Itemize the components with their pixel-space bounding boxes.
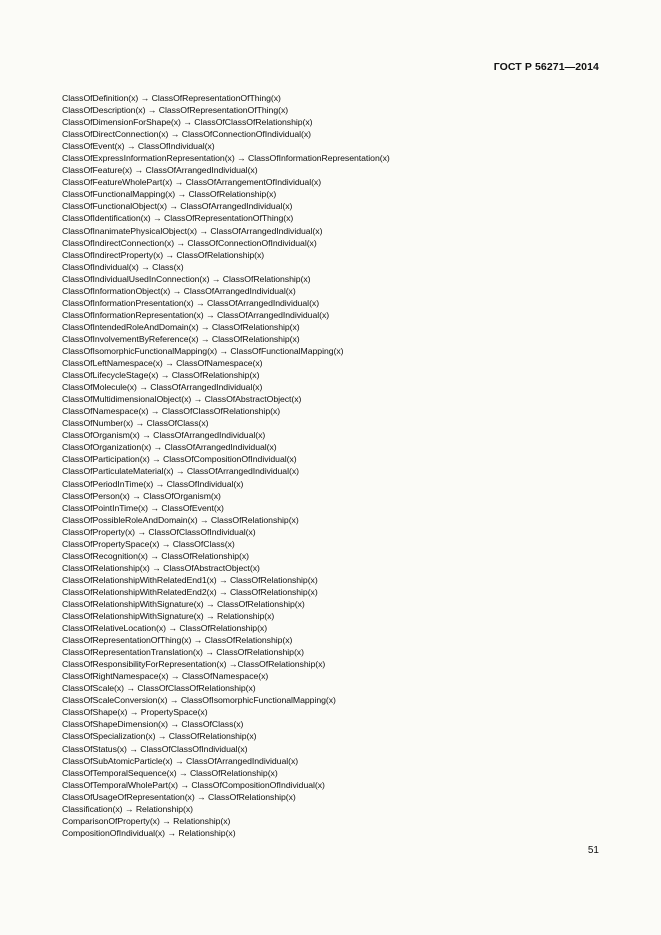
mapping-entry: ClassOfInanimatePhysicalObject(x) → ClassOfArrangedIndividual(x) [62,225,323,236]
mapping-entry: CompositionOfIndividual(x) → Relationship(x) [62,827,236,838]
mapping-entry: ClassOfIdentification(x) → ClassOfRepresentationOfThing(x) [62,213,294,224]
mapping-entry: ClassOfRepresentationOfThing(x) → ClassOfRelationship(x) [62,635,293,646]
mapping-entry: ClassOfInformationObject(x) → ClassOfArrangedIndividual(x) [62,285,296,296]
mapping-entry: ClassOfFunctionalMapping(x) → ClassOfRelationship(x) [62,189,277,200]
mapping-entry: Classification(x) → Relationship(x) [62,803,194,814]
mapping-entry: ClassOfProperty(x) → ClassOfClassOfIndividual(x) [62,526,256,537]
mapping-entry: ClassOfRelativeLocation(x) → ClassOfRelationship(x) [62,623,268,634]
mapping-entry: ClassOfMultidimensionalObject(x) → ClassOfAbstractObject(x) [62,394,302,405]
mapping-entry: ClassOfIsomorphicFunctionalMapping(x) → ClassOfFunctionalMapping(x) [62,345,344,356]
mapping-entry: ClassOfMolecule(x) → ClassOfArrangedIndividual(x) [62,382,263,393]
mapping-entry: ClassOfResponsibilityForRepresentation(x) →ClassOfRelationship(x) [62,659,326,670]
page-number: 51 [587,845,599,856]
mapping-entry: ClassOfRelationshipWithRelatedEnd2(x) → ClassOfRelationship(x) [62,586,318,597]
mapping-entry: ClassOfScale(x) → ClassOfClassOfRelationship(x) [62,683,256,694]
mapping-entry: ClassOfExpressInformationRepresentation(x) → ClassOfInformationRepresentation(x) [62,153,390,164]
mapping-entry: ClassOfRepresentationTranslation(x) → ClassOfRelationship(x) [62,647,304,658]
mapping-entry: ClassOfRelationshipWithSignature(x) → ClassOfRelationship(x) [62,598,305,609]
mapping-entry: ClassOfStatus(x) → ClassOfClassOfIndividual(x) [62,743,248,754]
mapping-entry: ClassOfNumber(x) → ClassOfClass(x) [62,418,209,429]
mapping-entry: ClassOfNamespace(x) → ClassOfClassOfRelationship(x) [62,406,281,417]
mapping-entry: ClassOfLeftNamespace(x) → ClassOfNamespace(x) [62,358,263,369]
mapping-entry: ClassOfShapeDimension(x) → ClassOfClass(x) [62,719,244,730]
mapping-entry: ClassOfDefinition(x) → ClassOfRepresentationOfThing(x) [62,93,281,103]
class-mapping-list [62,92,622,839]
mapping-entry: ClassOfRelationship(x) → ClassOfAbstractObject(x) [62,562,260,573]
mapping-entry: ClassOfScaleConversion(x) → ClassOfIsomorphicFunctionalMapping(x) [62,695,336,706]
mapping-entry: ClassOfRightNamespace(x) → ClassOfNamespace(x) [62,671,269,682]
mapping-entry: ClassOfInformationRepresentation(x) → ClassOfArrangedIndividual(x) [62,309,330,320]
mapping-entry: ClassOfParticulateMaterial(x) → ClassOfArrangedIndividual(x) [62,466,299,477]
mapping-entry: ClassOfSpecialization(x) → ClassOfRelationship(x) [62,731,257,742]
mapping-entry: ClassOfPeriodInTime(x) → ClassOfIndividual(x) [62,478,244,489]
mapping-entry: ClassOfLifecycleStage(x) → ClassOfRelationship(x) [62,370,260,381]
mapping-entry: ClassOfSubAtomicParticle(x) → ClassOfArrangedIndividual(x) [62,755,299,766]
mapping-entry: ClassOfTemporalSequence(x) → ClassOfRelationship(x) [62,767,278,778]
mapping-entry: ComparisonOfProperty(x) → Relationship(x) [62,815,231,826]
mapping-entry: ClassOfDescription(x) → ClassOfRepresentationOfThing(x) [62,105,289,116]
mapping-entry: ClassOfParticipation(x) → ClassOfCompositionOfIndividual(x) [62,454,297,465]
mapping-entry: ClassOfIndividual(x) → Class(x) [62,261,184,272]
mapping-entry: ClassOfPossibleRoleAndDomain(x) → ClassOfRelationship(x) [62,514,299,525]
mapping-entry: ClassOfFeatureWholePart(x) → ClassOfArrangementOfIndividual(x) [62,177,322,188]
mapping-entry: ClassOfEvent(x) → ClassOfIndividual(x) [62,141,215,152]
mapping-entry: ClassOfDirectConnection(x) → ClassOfConnectionOfIndividual(x) [62,129,311,140]
mapping-entry: ClassOfOrganism(x) → ClassOfArrangedIndividual(x) [62,430,266,441]
mapping-entry: ClassOfPropertySpace(x) → ClassOfClass(x) [62,538,235,549]
mapping-entry: ClassOfIntendedRoleAndDomain(x) → ClassOfRelationship(x) [62,321,300,332]
mapping-entry: ClassOfIndirectConnection(x) → ClassOfConnectionOfIndividual(x) [62,237,317,248]
mapping-entry: ClassOfShape(x) → PropertySpace(x) [62,707,208,718]
mapping-entry: ClassOfUsageOfRepresentation(x) → ClassOfRelationship(x) [62,791,296,802]
mapping-entry: ClassOfTemporalWholePart(x) → ClassOfCompositionOfIndividual(x) [62,779,325,790]
mapping-entry: ClassOfPointInTime(x) → ClassOfEvent(x) [62,502,224,513]
mapping-entry: ClassOfFunctionalObject(x) → ClassOfArrangedIndividual(x) [62,201,293,212]
mapping-entry: ClassOfDimensionForShape(x) → ClassOfClassOfRelationship(x) [62,117,313,128]
mapping-entry: ClassOfInformationPresentation(x) → ClassOfArrangedIndividual(x) [62,297,320,308]
mapping-entry: ClassOfRelationshipWithRelatedEnd1(x) → ClassOfRelationship(x) [62,574,318,585]
mapping-entry: ClassOfInvolvementByReference(x) → ClassOfRelationship(x) [62,333,300,344]
document-standard-header: ГОСТ Р 56271—2014 [493,61,599,73]
mapping-entry: ClassOfFeature(x) → ClassOfArrangedIndividual(x) [62,165,258,176]
mapping-entry: ClassOfIndividualUsedInConnection(x) → ClassOfRelationship(x) [62,273,311,284]
mapping-entry: ClassOfPerson(x) → ClassOfOrganism(x) [62,490,221,501]
mapping-entry: ClassOfOrganization(x) → ClassOfArrangedIndividual(x) [62,442,277,453]
mapping-entry: ClassOfRelationshipWithSignature(x) → Relationship(x) [62,611,275,622]
mapping-entry: ClassOfIndirectProperty(x) → ClassOfRelationship(x) [62,249,265,260]
mapping-entry: ClassOfRecognition(x) → ClassOfRelationship(x) [62,550,249,561]
